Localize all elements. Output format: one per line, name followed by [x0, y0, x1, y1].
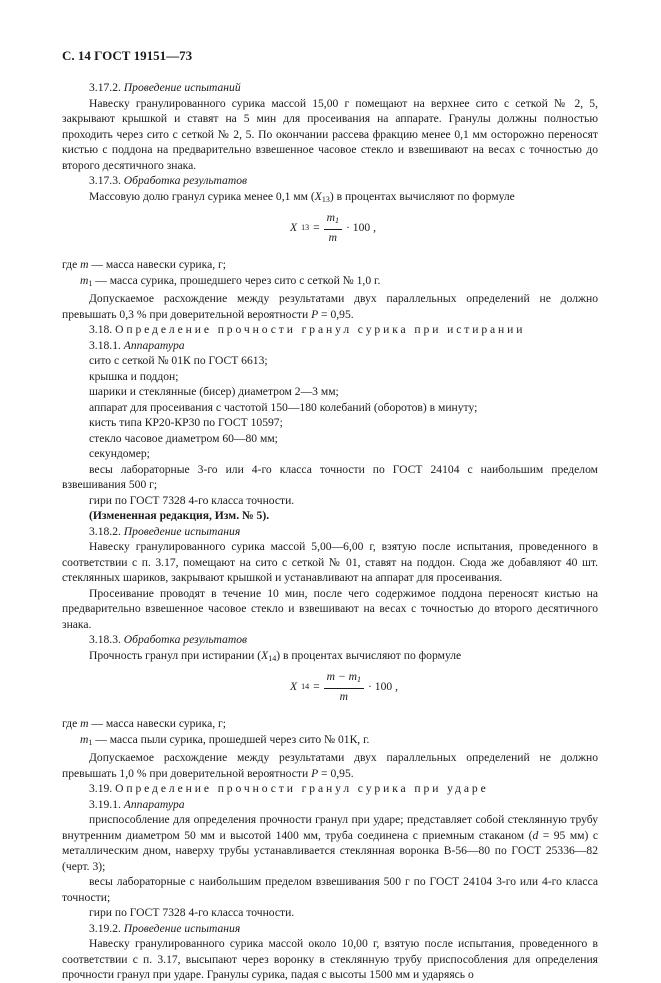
where-m-14: где m — масса навески сурика, г; — [62, 717, 227, 730]
where-m-13: где m — масса навески сурика, г; — [62, 258, 227, 271]
clause-3-18-2-text-1: Навеску гранулированного сурика массой 5,00—6,00 г, взятую после испытания, проведенного в соответствии с п. 3.17, помещают на сито с сеткой № 01, ставят на поддон. Сюда же добавляют 40 шт. стеклянных шариков, закрывают крышкой и устанавливают на аппарат для просеивания. — [62, 540, 598, 584]
clause-3-18-3-heading: 3.18.3. Обработка результатов — [89, 633, 248, 646]
where-m1-14: $m_1$ — масса пыли сурика, прошедшей через сито № 01К, г. — [80, 732, 370, 747]
clause-3-19-heading: 3.19. Определение прочности гранул сурика при ударе — [89, 782, 489, 795]
clause-3-18-3-intro: Прочность гранул при истирании $(X_{14})$ в процентах вычисляют по формуле — [89, 648, 462, 663]
clause-3-18-1-heading: 3.18.1. Аппаратура — [89, 338, 185, 352]
formula-x13: X 13 = $\frac{m_1}{m}$ · 100 , — [290, 211, 376, 244]
clause-3-17-2-text: Навеску гранулированного сурика массой 15,00 г помещают на верхнее сито с сеткой № 2, 5, закрывают крышкой и ставят на 5 мин для просеивания на аппарате. Гранулы должны полностью проходить через сито с сеткой № 2, 5. По окончании рассева фракцию менее 0,1 мм осторожно переносят кистью с поддона на предварительно взвешенное часовое стекло и взвешивают на весах с точностью до второго десятичного знака. — [62, 96, 598, 172]
apparatus-impact-device: приспособление для определения прочности гранул при ударе; представляет собой стеклянную трубу внутренним диаметром 50 мм и высотой 1400 мм, труба соединена с приемным стаканом (d = 95 мм) с металлическим дном, наверху трубы устанавливается стеклянная воронка В-56—80 по ГОСТ 25336—82 (черт. 3); — [62, 813, 598, 873]
apparatus-item: крышка и поддон; — [89, 369, 179, 383]
apparatus-item: сито с сеткой № 01К по ГОСТ 6613; — [89, 354, 268, 367]
apparatus-item: стекло часовое диаметром 60—80 мм; — [89, 431, 278, 445]
apparatus-weights-319: гири по ГОСТ 7328 4-го класса точности. — [89, 906, 295, 919]
apparatus-scales: весы лабораторные 3-го или 4-го класса точности по ГОСТ 24104 с наибольшим пределом взвешивания 500 г; — [62, 462, 598, 491]
tolerance-14: Допускаемое расхождение между результатами двух параллельных определений не должно превышать 1,0 % при доверительной вероятности P = 0,95. — [62, 751, 598, 780]
clause-3-17-2-heading: 3.17.2. Проведение испытаний — [89, 81, 241, 94]
document-body — [62, 80, 598, 983]
clause-3-18-2-text-2: Просеивание проводят в течение 10 мин, после чего содержимое поддона переносят кистью на предварительно взвешенное часовое стекло и взвешивают на весах с точностью до второго десятичного знака. — [62, 586, 598, 631]
clause-3-18-heading: 3.18. Определение прочности гранул сурика при истирании — [89, 323, 526, 336]
fraction: $\frac{m - m_1}{m}$ — [324, 670, 364, 704]
apparatus-item: аппарат для просеивания с частотой 150—180 колебаний (оборотов) в минуту; — [89, 400, 478, 414]
apparatus-item: кисть типа КР20-КР30 по ГОСТ 10597; — [89, 416, 283, 429]
clause-3-18-2-heading: 3.18.2. Проведение испытания — [89, 524, 241, 538]
clause-3-19-2-heading: 3.19.2. Проведение испытания — [89, 921, 241, 935]
apparatus-item: секундомер; — [89, 447, 150, 460]
edition-note: (Измененная редакция, Изм. № 5). — [89, 509, 270, 522]
clause-3-17-3-intro: Массовую долю гранул сурика менее 0,1 мм $(X_{13})$ в процентах вычисляют по формуле — [89, 189, 515, 204]
apparatus-item: шарики и стеклянные (бисер) диаметром 2—3 мм; — [89, 385, 339, 398]
fraction: $\frac{m_1}{m}$ — [324, 211, 342, 245]
tolerance-13: Допускаемое расхождение между результатами двух параллельных определений не должно превышать 0,3 % при доверительной вероятности P = 0,95. — [62, 292, 598, 321]
apparatus-scales-319: весы лабораторные с наибольшим пределом взвешивания 500 г по ГОСТ 24104 3-го или 4-го класса точности; — [62, 875, 598, 904]
clause-3-19-2-text: Навеску гранулированного сурика массой около 10,00 г, взятую после испытания, проведенного в соответствии с п. 3.17, высыпают через воронку в стеклянную трубу приспособления для определения прочности гранул при ударе. Гранулы сурика, падая с высоты 1500 мм и ударяясь о — [62, 937, 598, 981]
clause-3-17-3-heading: 3.17.3. Обработка результатов — [89, 174, 248, 187]
page-header: С. 14 ГОСТ 19151—73 — [62, 48, 193, 63]
where-m1-13: $m_1$ — масса сурика, прошедшего через сито с сеткой № 1,0 г. — [80, 273, 381, 288]
formula-x14: X 14 = $\frac{m - m_1}{m}$ · 100 , — [290, 670, 398, 703]
apparatus-weights: гири по ГОСТ 7328 4-го класса точности. — [89, 493, 295, 507]
clause-3-19-1-heading: 3.19.1. Аппаратура — [89, 797, 185, 811]
